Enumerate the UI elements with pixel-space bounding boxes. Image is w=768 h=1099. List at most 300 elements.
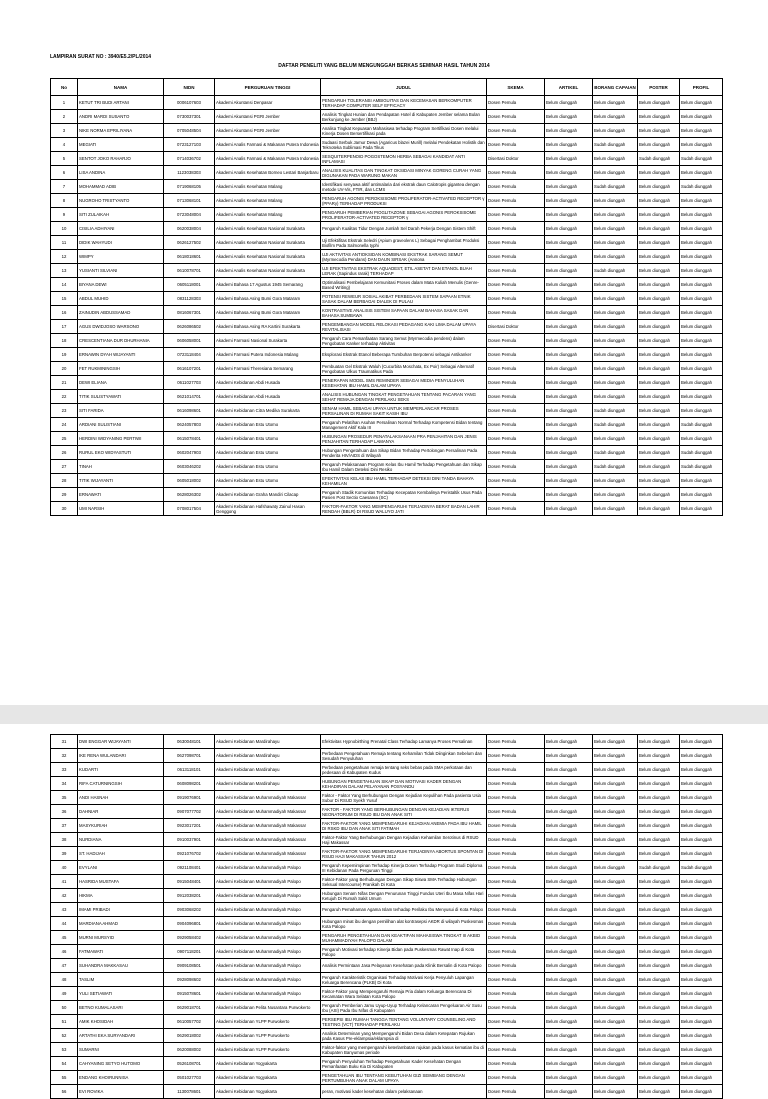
document-page-2 xyxy=(0,724,768,1094)
cell-profil: Belum diunggah xyxy=(680,124,723,138)
cell-perguruan-tinggi: Akademi Farmasi Putera Indonesia Malang xyxy=(215,348,321,362)
cell-judul: POTENSI REWEUR SOSIAL AKIBAT PERBEDAAN SISTEM SAPAAN ETNIK SASAK DALAM BERBAGAI DIALEK DI PULAU xyxy=(321,292,487,306)
cell-perguruan-tinggi: Akademi Kebidanan Hafshawaty Zainul Hasan Genggong xyxy=(215,502,321,516)
cell-perguruan-tinggi: Akademi Kebidanan Yogyakarta xyxy=(215,1057,321,1071)
cell-no: 56 xyxy=(51,1085,78,1099)
table-row xyxy=(51,1015,723,1029)
table-row xyxy=(51,931,723,945)
cell-borang-capaian: Belum diunggah xyxy=(593,502,638,516)
cell-borang-capaian: Belum diunggah xyxy=(593,1029,638,1043)
cell-nidn: 0923017201 xyxy=(164,819,215,833)
table-row xyxy=(51,1001,723,1015)
cell-profil: Belum diunggah xyxy=(680,138,723,152)
cell-skema: Dosen Pemula xyxy=(487,110,545,124)
cell-no: 37 xyxy=(51,819,78,833)
cell-perguruan-tinggi: Akademi Kebidanan YLPP Purwokerto xyxy=(215,1029,321,1043)
cell-artikel: Belum diunggah xyxy=(545,320,593,334)
cell-nama: NUGROHO TRISTYANTO xyxy=(78,194,164,208)
cell-profil: Belum diunggah xyxy=(680,805,723,819)
cell-poster: Belum diunggah xyxy=(638,1085,680,1099)
cell-no: 26 xyxy=(51,446,78,460)
cell-perguruan-tinggi: Akademi Kebidanan Muhammadiyah Palopo xyxy=(215,861,321,875)
cell-no: 20 xyxy=(51,362,78,376)
cell-artikel: Belum diunggah xyxy=(545,404,593,418)
cell-no: 17 xyxy=(51,320,78,334)
cell-profil: Belum diunggah xyxy=(680,763,723,777)
cell-profil: Belum diunggah xyxy=(680,749,723,763)
cell-perguruan-tinggi: Akademi Kebidanan Muhammadiyah Makassar xyxy=(215,819,321,833)
cell-skema: Dosen Pemula xyxy=(487,749,545,763)
column-header-nama: NAMA xyxy=(78,79,164,96)
cell-profil: Belum diunggah xyxy=(680,847,723,861)
cell-no: 9 xyxy=(51,208,78,222)
cell-perguruan-tinggi: Akademi Kebidanan Muhammadiyah Palopo xyxy=(215,889,321,903)
cell-nidn: 0621014701 xyxy=(164,390,215,404)
cell-no: 42 xyxy=(51,889,78,903)
cell-profil: Belum diunggah xyxy=(680,1071,723,1085)
cell-profil: Belum diunggah xyxy=(680,250,723,264)
column-header-judul: JUDUL xyxy=(321,79,487,96)
column-header-poster: POSTER xyxy=(638,79,680,96)
cell-perguruan-tinggi: Akademi Analis Kesehatan Malang xyxy=(215,180,321,194)
cell-profil: Belum diunggah xyxy=(680,474,723,488)
cell-poster: Sudah diunggah xyxy=(638,152,680,166)
cell-borang-capaian: Sudah diunggah xyxy=(593,446,638,460)
cell-judul: Analisis Tingkat Hunian dan Pendapatan Hotel di Kabupaten Jember selama Bulan Berkunjung ke Jember (BBJ) xyxy=(321,110,487,124)
cell-judul: Pengaruh Pemberian Jamu Uyup-Uyup Terhadap Kelancaran Pengeluaran Air Susu Ibu (ASI) Pada Ibu Nifas di Kabupaten xyxy=(321,1001,487,1015)
cell-nidn: 0909108501 xyxy=(164,959,215,973)
cell-no: 14 xyxy=(51,278,78,292)
cell-no: 36 xyxy=(51,805,78,819)
cell-nidn: 0910037901 xyxy=(164,833,215,847)
cell-judul: Faktor-Faktor Yang Berhubungan Dengan Kejadian Kehamilan Serotinus di RSUD Haji Makassar xyxy=(321,833,487,847)
cell-skema: Dosen Pemula xyxy=(487,735,545,749)
table-row xyxy=(51,1057,723,1071)
cell-nidn: 0714036702 xyxy=(164,152,215,166)
cell-profil: Belum diunggah xyxy=(680,945,723,959)
cell-no: 6 xyxy=(51,166,78,180)
table-row xyxy=(51,903,723,917)
cell-nidn: 0708017504 xyxy=(164,502,215,516)
cell-nama: DEWI ELIANA xyxy=(78,376,164,390)
table-row xyxy=(51,348,723,362)
cell-poster: Belum diunggah xyxy=(638,166,680,180)
cell-nidn: 0723127103 xyxy=(164,138,215,152)
cell-borang-capaian: Belum diunggah xyxy=(593,1015,638,1029)
cell-perguruan-tinggi: Akademi Kebidanan YLPP Purwokerto xyxy=(215,1015,321,1029)
cell-poster: Belum diunggah xyxy=(638,1057,680,1071)
cell-artikel: Belum diunggah xyxy=(545,460,593,474)
cell-borang-capaian: Belum diunggah xyxy=(593,222,638,236)
cell-skema: Dosen Pemula xyxy=(487,805,545,819)
cell-skema: Dosen Pemula xyxy=(487,819,545,833)
cell-perguruan-tinggi: Akademi Kebidanan Abdi Husada xyxy=(215,376,321,390)
cell-profil: Belum diunggah xyxy=(680,735,723,749)
cell-skema: Dosen Pemula xyxy=(487,390,545,404)
cell-poster: Belum diunggah xyxy=(638,488,680,502)
cell-no: 1 xyxy=(51,96,78,110)
cell-perguruan-tinggi: Akademi Kebidanan Mardirahayu xyxy=(215,777,321,791)
cell-poster: Belum diunggah xyxy=(638,460,680,474)
cell-no: 30 xyxy=(51,502,78,516)
cell-perguruan-tinggi: Akademi Kebidanan Mardirahayu xyxy=(215,763,321,777)
cell-perguruan-tinggi: Akademi Kebidanan Muhammadiyah Makassar xyxy=(215,791,321,805)
cell-profil: Belum diunggah xyxy=(680,931,723,945)
cell-borang-capaian: Belum diunggah xyxy=(593,735,638,749)
cell-skema: Dosen Pemula xyxy=(487,1071,545,1085)
cell-nidn: 0907077702 xyxy=(164,805,215,819)
cell-borang-capaian: Belum diunggah xyxy=(593,348,638,362)
table-row xyxy=(51,847,723,861)
cell-poster: Belum diunggah xyxy=(638,376,680,390)
cell-artikel: Belum diunggah xyxy=(545,1043,593,1057)
cell-judul: PENGEMBANGAN MODEL RELOKASI PEDAGANG KAKI LIMA DALAM UPAYA REVITALISASI xyxy=(321,320,487,334)
cell-judul: EFEKTIVITAS KELAS IBU HAMIL TERHADAP DETEKSI DINI TANDA BAHAYA KEHAMILAN xyxy=(321,474,487,488)
cell-judul: Pengaruh Kualitas Tidur Dengan Jumlah Sel Darah Pekerja Dengan Sistem Shift xyxy=(321,222,487,236)
cell-borang-capaian: Belum diunggah xyxy=(593,931,638,945)
cell-perguruan-tinggi: Akademi Kebidanan Muhammadiyah Palopo xyxy=(215,917,321,931)
cell-profil: Belum diunggah xyxy=(680,208,723,222)
cell-perguruan-tinggi: Akademi Analis Kesehatan Nasional Surakarta xyxy=(215,236,321,250)
cell-nama: NIKE NORMA EPRILIYANA xyxy=(78,124,164,138)
cell-perguruan-tinggi: Akademi Kebidanan Estu Utomo xyxy=(215,446,321,460)
cell-poster: Belum diunggah xyxy=(638,96,680,110)
cell-profil: Belum diunggah xyxy=(680,987,723,1001)
cell-nidn: 0620088002 xyxy=(164,1043,215,1057)
cell-nama: BETNO KUMALASARI xyxy=(78,1001,164,1015)
table-row xyxy=(51,987,723,1001)
cell-no: 34 xyxy=(51,777,78,791)
cell-borang-capaian: Belum diunggah xyxy=(593,819,638,833)
cell-profil: Belum diunggah xyxy=(680,222,723,236)
cell-nidn: 0613118101 xyxy=(164,763,215,777)
cell-artikel: Belum diunggah xyxy=(545,945,593,959)
cell-artikel: Belum diunggah xyxy=(545,432,593,446)
cell-borang-capaian: Belum diunggah xyxy=(593,194,638,208)
cell-nama: RURUL EKO WIDYASTUTI xyxy=(78,446,164,460)
cell-artikel: Belum diunggah xyxy=(545,306,593,320)
cell-nidn: 1130078601 xyxy=(164,1085,215,1099)
cell-judul: Faktor-Faktor yang Mempengaruhi Remaja Pria dalam Keluarga Berencana Di Kecamatan Wara Selatan Kota Palopo xyxy=(321,987,487,1001)
cell-judul: Pengaruh Pelaksanaan Program Kelas Ibu Hamil Terhadap Pengetahuan dan Sikap Ibu Hamil Dalam Deteksi Dini Resiko xyxy=(321,460,487,474)
cell-nama: ERNAWATI xyxy=(78,488,164,502)
cell-skema: Dosen Pemula xyxy=(487,334,545,348)
cell-nidn: 0705048504 xyxy=(164,124,215,138)
cell-nidn: 0831128303 xyxy=(164,292,215,306)
cell-no: 46 xyxy=(51,945,78,959)
cell-perguruan-tinggi: Akademi Akuntansi PGRI Jember xyxy=(215,110,321,124)
cell-nidn: 0605018002 xyxy=(164,474,215,488)
cell-artikel: Belum diunggah xyxy=(545,847,593,861)
cell-nama: CAHYANING SETYO HUTOMO xyxy=(78,1057,164,1071)
cell-judul: PENGARUH AGONIS PEROKSISOME PROLIFERATOR-ACTIVATED RECEPTOR γ (PPARγ) TERHADAP PRODUKSI xyxy=(321,194,487,208)
cell-nama: RIFA CATURNINGSIH xyxy=(78,777,164,791)
table-row xyxy=(51,152,723,166)
cell-nidn: 0620038004 xyxy=(164,222,215,236)
table-row xyxy=(51,889,723,903)
cell-profil: Belum diunggah xyxy=(680,96,723,110)
cell-no: 44 xyxy=(51,917,78,931)
cell-profil: Sudah diunggah xyxy=(680,460,723,474)
cell-poster: Belum diunggah xyxy=(638,805,680,819)
cell-skema: Dosen Pemula xyxy=(487,460,545,474)
cell-judul: Optimalisasi Pembelajaran Kemunitasi Proses dalam Mata Kuliah Menulis (Genre-Based Writing) xyxy=(321,278,487,292)
cell-borang-capaian: Belum diunggah xyxy=(593,390,638,404)
cell-profil: Belum diunggah xyxy=(680,791,723,805)
cell-poster: Belum diunggah xyxy=(638,1015,680,1029)
cell-profil: Belum diunggah xyxy=(680,278,723,292)
cell-poster: Belum diunggah xyxy=(638,945,680,959)
cell-artikel: Belum diunggah xyxy=(545,362,593,376)
cell-nama: HERDINI WIDYANING PERTIWI xyxy=(78,432,164,446)
cell-artikel: Belum diunggah xyxy=(545,96,593,110)
cell-perguruan-tinggi: Akademi Kebidanan Muhammadiyah Palopo xyxy=(215,959,321,973)
cell-judul: KONTRASTIVE ANALISIS SISTEM SAPAAN DALAM BAHASA SASAK DAN BAHASA SUMBAWA xyxy=(321,306,487,320)
cell-skema: Dosen Pemula xyxy=(487,306,545,320)
researcher-table xyxy=(50,78,723,516)
table-row xyxy=(51,945,723,959)
table-row xyxy=(51,763,723,777)
cell-borang-capaian: Belum diunggah xyxy=(593,292,638,306)
cell-profil: Belum diunggah xyxy=(680,432,723,446)
cell-profil: Belum diunggah xyxy=(680,973,723,987)
cell-borang-capaian: Belum diunggah xyxy=(593,110,638,124)
cell-skema: Dosen Pemula xyxy=(487,180,545,194)
cell-perguruan-tinggi: Akademi Kebidanan Muhammadiyah Palopo xyxy=(215,945,321,959)
cell-skema: Dosen Pemula xyxy=(487,446,545,460)
column-header-artikel: ARTIKEL xyxy=(545,79,593,96)
cell-artikel: Belum diunggah xyxy=(545,222,593,236)
cell-artikel: Belum diunggah xyxy=(545,250,593,264)
cell-artikel: Belum diunggah xyxy=(545,390,593,404)
cell-skema: Dosen Pemula xyxy=(487,973,545,987)
cell-artikel: Belum diunggah xyxy=(545,502,593,516)
column-header-borang-capaian: BORANG CAPAIAN xyxy=(593,79,638,96)
cell-profil: Belum diunggah xyxy=(680,348,723,362)
researcher-table-continued xyxy=(50,734,723,1099)
cell-no: 54 xyxy=(51,1057,78,1071)
table-row xyxy=(51,334,723,348)
cell-profil: Sudah diunggah xyxy=(680,418,723,432)
cell-skema: Dosen Pemula xyxy=(487,250,545,264)
cell-poster: Belum diunggah xyxy=(638,278,680,292)
table-row xyxy=(51,791,723,805)
cell-nama: ENDANG KHOIRUNNISA xyxy=(78,1071,164,1085)
cell-poster: Belum diunggah xyxy=(638,987,680,1001)
cell-skema: Dosen Pemula xyxy=(487,861,545,875)
cell-no: 39 xyxy=(51,847,78,861)
cell-profil: Belum diunggah xyxy=(680,320,723,334)
cell-skema: Dosen Pemula xyxy=(487,1057,545,1071)
cell-perguruan-tinggi: Akademi Kebidanan Estu Utomo xyxy=(215,418,321,432)
table-row xyxy=(51,749,723,763)
table-row xyxy=(51,488,723,502)
table-row xyxy=(51,250,723,264)
cell-skema: Dosen Pemula xyxy=(487,1029,545,1043)
cell-poster: Belum diunggah xyxy=(638,1001,680,1015)
cell-skema: Disertasi Doktor xyxy=(487,320,545,334)
cell-nidn: 0605118001 xyxy=(164,278,215,292)
cell-nama: SITI ZULAIKAH xyxy=(78,208,164,222)
cell-profil: Belum diunggah xyxy=(680,1085,723,1099)
cell-nidn: 0501027703 xyxy=(164,1071,215,1085)
cell-perguruan-tinggi: Akademi Kebidanan Pelita Nusantara Purwokerto xyxy=(215,1001,321,1015)
table-row xyxy=(51,362,723,376)
cell-judul: Faktor-faktor yang mempengaruhi keterlambatan rujukan pada kasus kematian ibu di Kabupaten Banyumas periode xyxy=(321,1043,487,1057)
cell-nidn: 0006107603 xyxy=(164,96,215,110)
cell-perguruan-tinggi: Akademi Farmasi Theresiana Semarang xyxy=(215,362,321,376)
cell-borang-capaian: Belum diunggah xyxy=(593,987,638,1001)
cell-profil: Belum diunggah xyxy=(680,1057,723,1071)
cell-judul: PENGETAHUAN IBU TENTANG KEBUTUHAN GIZI SEIMBANG DENGAN PERTUMBUHAN ANAK DALAM UPAYA xyxy=(321,1071,487,1085)
table-row xyxy=(51,833,723,847)
cell-profil: Belum diunggah xyxy=(680,903,723,917)
cell-artikel: Belum diunggah xyxy=(545,138,593,152)
cell-artikel: Belum diunggah xyxy=(545,931,593,945)
cell-poster: Belum diunggah xyxy=(638,418,680,432)
cell-profil: Belum diunggah xyxy=(680,166,723,180)
cell-borang-capaian: Belum diunggah xyxy=(593,152,638,166)
cell-nidn: 0616107201 xyxy=(164,362,215,376)
cell-nama: DAHNIAR xyxy=(78,805,164,819)
cell-profil: Belum diunggah xyxy=(680,488,723,502)
cell-borang-capaian: Belum diunggah xyxy=(593,889,638,903)
cell-poster: Belum diunggah xyxy=(638,791,680,805)
cell-nidn: 0713068101 xyxy=(164,194,215,208)
cell-no: 3 xyxy=(51,124,78,138)
cell-nama: AMIK KHOSIDAH xyxy=(78,1015,164,1029)
cell-poster: Belum diunggah xyxy=(638,306,680,320)
cell-nama: HIKMA xyxy=(78,889,164,903)
cell-borang-capaian: Belum diunggah xyxy=(593,278,638,292)
cell-no: 33 xyxy=(51,763,78,777)
cell-judul: Eksplorasi Ekstrak Etanol Beberapa Tumbuhan Berpotensi sebagai Antikanker xyxy=(321,348,487,362)
cell-nidn: 0904096801 xyxy=(164,917,215,931)
cell-perguruan-tinggi: Akademi Akuntansi PGRI Jember xyxy=(215,124,321,138)
table-row xyxy=(51,819,723,833)
cell-skema: Dosen Pemula xyxy=(487,931,545,945)
cell-nama: YUSIANTI SILVIANI xyxy=(78,264,164,278)
cell-artikel: Belum diunggah xyxy=(545,488,593,502)
cell-borang-capaian: Belum diunggah xyxy=(593,777,638,791)
cell-skema: Dosen Pemula xyxy=(487,1001,545,1015)
cell-poster: Belum diunggah xyxy=(638,502,680,516)
cell-nidn: 0606058001 xyxy=(164,334,215,348)
cell-judul: ANALISIS KUALITAS DAN TINGKAT OKSIDASI MINYAK GORENG CURAH YANG DIGUNAKAN PADA WARUNG MAKAN xyxy=(321,166,487,180)
cell-poster: Belum diunggah xyxy=(638,1029,680,1043)
cell-judul: PENGARUH TOLERANSI AMBIGUITAS DAN KECEMASAN BERKOMPUTER TERHADAP COMPUTER SELF EFFICACY xyxy=(321,96,487,110)
cell-judul: Perbedaan Pengetahuan Remaja tentang Kehamilan Tidak Diinginkan Sebelum dan Sesudah Penyuluhan xyxy=(321,749,487,763)
table-row xyxy=(51,264,723,278)
cell-perguruan-tinggi: Akademi Bahasa Asing Bumi Gora Mataram xyxy=(215,306,321,320)
cell-judul: Hubungan minat ibu dengan pemilihan alat kontrasepsi AKDR di wilayah Puskesmas Kota Palopo xyxy=(321,917,487,931)
cell-nama: TITIK SULISTYAWATI xyxy=(78,390,164,404)
cell-perguruan-tinggi: Akademi Kebidanan Estu Utomo xyxy=(215,474,321,488)
cell-profil: Belum diunggah xyxy=(680,1043,723,1057)
cell-borang-capaian: Belum diunggah xyxy=(593,959,638,973)
cell-perguruan-tinggi: Akademi Kebidanan Mardirahayu xyxy=(215,735,321,749)
table-row xyxy=(51,180,723,194)
cell-borang-capaian: Belum diunggah xyxy=(593,96,638,110)
cell-poster: Belum diunggah xyxy=(638,124,680,138)
table-row xyxy=(51,320,723,334)
cell-nama: SUMARNI xyxy=(78,1043,164,1057)
cell-skema: Dosen Pemula xyxy=(487,278,545,292)
cell-no: 24 xyxy=(51,418,78,432)
cell-artikel: Belum diunggah xyxy=(545,805,593,819)
cell-judul: SESQUITERPENOID POGOSTEMON HERBA SEBAGAI KANDIDAT ANTI INFLAMASI xyxy=(321,152,487,166)
document-title: DAFTAR PENELITI YANG BELUM MENGUNGGAH BERKAS SEMINAR HASIL TAHUN 2014 xyxy=(278,63,490,69)
table-row xyxy=(51,390,723,404)
cell-artikel: Belum diunggah xyxy=(545,474,593,488)
table-row xyxy=(51,110,723,124)
cell-judul: UJI AKTIVITAS ANTIOKSIDAN KOMBINASI EKSTRAK SARANG SEMUT (Myrmecodia Pendans) DAN DAUN SIRSAK (Annona xyxy=(321,250,487,264)
cell-profil: Belum diunggah xyxy=(680,917,723,931)
table-row xyxy=(51,418,723,432)
cell-artikel: Belum diunggah xyxy=(545,124,593,138)
cell-artikel: Belum diunggah xyxy=(545,166,593,180)
cell-nidn: 0526108701 xyxy=(164,1057,215,1071)
cell-borang-capaian: Sudah diunggah xyxy=(593,180,638,194)
cell-no: 52 xyxy=(51,1029,78,1043)
cell-judul: Pengaruh Kepemimpinan Terhadap Kinerja Dosen Terhadap Program Studi Diploma III Kebidanan Pada Perguruan Tinggi xyxy=(321,861,487,875)
cell-skema: Disertasi Doktor xyxy=(487,152,545,166)
cell-judul: Pengaruh Pemahaman Agama Islam terhadap Perilaku Ibu Menyusui di Kota Palopo xyxy=(321,903,487,917)
cell-nama: ST. HADIJAH xyxy=(78,847,164,861)
cell-borang-capaian: Belum diunggah xyxy=(593,973,638,987)
cell-nama: LISA ANDINA xyxy=(78,166,164,180)
cell-no: 15 xyxy=(51,292,78,306)
table-row xyxy=(51,404,723,418)
cell-perguruan-tinggi: Akademi Analis Kesehatan Nasional Surakarta xyxy=(215,264,321,278)
table-row xyxy=(51,460,723,474)
cell-skema: Dosen Pemula xyxy=(487,348,545,362)
cell-judul: UJI EFEKTIVITAS EKSTRAK AQUADEST, ETIL ASETAT DAN ETANOL BUAH LERAK (Sapindus rarak) TERHADAP xyxy=(321,264,487,278)
cell-perguruan-tinggi: Akademi Kebidanan Yogyakarta xyxy=(215,1071,321,1085)
cell-judul: Sudaasi Serbuk Jamur Dewa (Agaricus blazei Murill) melalui Pendekatan Holistik dan Teknoteka Sublimasi Pada Tikus xyxy=(322,139,485,150)
cell-borang-capaian: Belum diunggah xyxy=(593,432,638,446)
cell-judul: ANALISIS HUBUNGAN TINGKAT PENGETAHUAN TENTANG PACARAN YANG SEHAT REMAJA DENGAN PERILAKU SEKS xyxy=(321,390,487,404)
column-header-profil: PROFIL xyxy=(680,79,723,96)
cell-judul: PENERAPAN MODEL SMS REMINDER SEBAGAI MEDIA PENYULUHAN KESEHATAN IBU HAMIL DALAM UPAYA xyxy=(321,376,487,390)
cell-profil: Sudah diunggah xyxy=(680,180,723,194)
table-row xyxy=(51,124,723,138)
cell-borang-capaian: Belum diunggah xyxy=(593,1001,638,1015)
cell-poster: Belum diunggah xyxy=(638,833,680,847)
cell-skema: Dosen Pemula xyxy=(487,945,545,959)
cell-nama: BIYANA DEWI xyxy=(78,278,164,292)
cell-poster: Belum diunggah xyxy=(638,250,680,264)
cell-nama: EVYLANI xyxy=(78,861,164,875)
cell-borang-capaian: Belum diunggah xyxy=(593,791,638,805)
cell-artikel: Belum diunggah xyxy=(545,278,593,292)
cell-judul: Faktor - Faktor Yang Berhubungan Dengan Kejadian Kepulihan Pada pasienta Usia Subur Di RSUD Syekh Yusuf xyxy=(321,791,487,805)
cell-poster: Belum diunggah xyxy=(638,334,680,348)
cell-nama: DWI ENGGAR WIJAYANTI xyxy=(78,735,164,749)
cell-nidn: 0723048004 xyxy=(164,208,215,222)
cell-no: 23 xyxy=(51,404,78,418)
cell-nidn: 0921076702 xyxy=(164,847,215,861)
lampiran-label: LAMPIRAN SURAT NO : 3940/E5.2/PL/2014 xyxy=(50,54,152,60)
cell-nama: YULI SETIAWATI xyxy=(78,987,164,1001)
cell-perguruan-tinggi: Akademi Bahasa 17 Agustus 1945 Semarang xyxy=(215,278,321,292)
cell-artikel: Belum diunggah xyxy=(545,334,593,348)
cell-perguruan-tinggi: Akademi Analis Kesehatan Nasional Surakarta xyxy=(215,250,321,264)
cell-judul: Pengaruh Penyuluhan Terhadap Pengetahuan Kader Kesehatan Dengan Pemanfaatan Buku Kia Di Kabupaten xyxy=(321,1057,487,1071)
cell-borang-capaian: Sudah diunggah xyxy=(593,138,638,152)
cell-borang-capaian: Sudah diunggah xyxy=(593,264,638,278)
cell-nidn: 0602047903 xyxy=(164,446,215,460)
